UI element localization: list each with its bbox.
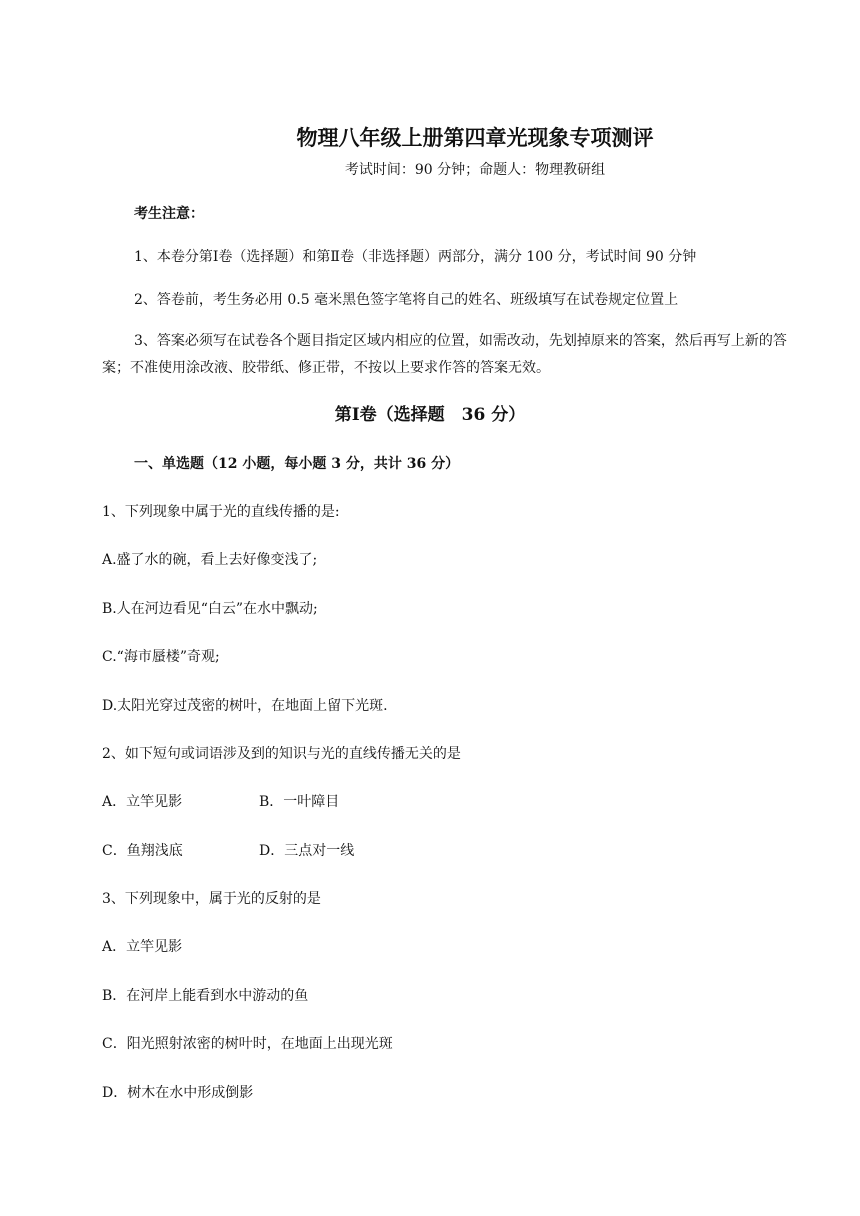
- question-3-option-d: D．树木在水中形成倒影: [102, 1085, 254, 1101]
- question-2-option-a: A．立竿见影: [102, 794, 183, 810]
- question-2-option-d: D．三点对一线: [259, 843, 355, 859]
- question-1-option-b: B.人在河边看见“白云”在水中飘动;: [102, 601, 318, 617]
- question-2-option-c: C．鱼翔浅底: [102, 843, 183, 859]
- page-title: 物理八年级上册第四章光现象专项测评: [296, 125, 654, 150]
- question-1-option-a: A.盛了水的碗，看上去好像变浅了;: [102, 552, 318, 568]
- notice-item-1: 1、本卷分第Ⅰ卷（选择题）和第Ⅱ卷（非选择题）两部分，满分 100 分，考试时间 90 分钟: [134, 249, 697, 265]
- question-3-option-b: B．在河岸上能看到水中游动的鱼: [102, 988, 309, 1004]
- notice-heading: 考生注意：: [134, 206, 204, 222]
- question-3-stem: 3、下列现象中，属于光的反射的是: [102, 891, 321, 907]
- exam-info: 考试时间：90 分钟；命题人：物理教研组: [344, 162, 606, 178]
- question-1-stem: 1、下列现象中属于光的直线传播的是:: [102, 504, 340, 520]
- question-2-option-b: B．一叶障目: [259, 794, 340, 810]
- question-1-option-d: D.太阳光穿过茂密的树叶，在地面上留下光斑.: [102, 698, 388, 714]
- notice-item-2: 2、答卷前，考生务必用 0.5 毫米黑色签字笔将自己的姓名、班级填写在试卷规定位置上: [134, 292, 679, 308]
- question-2-stem: 2、如下短句或词语涉及到的知识与光的直线传播无关的是: [102, 746, 461, 762]
- question-1-option-c: C.“海市蜃楼”奇观;: [102, 649, 220, 665]
- notice-item-3-text: 3、答案必须写在试卷各个题目指定区域内相应的位置，如需改动，先划掉原来的答案，然后再写上新的答案；不准使用涂改液、胶带纸、修正带，不按以上要求作答的答案无效。: [102, 333, 787, 376]
- question-3-option-a: A．立竿见影: [102, 939, 183, 955]
- notice-item-3: [102, 328, 802, 382]
- part-title: 一、单选题（12 小题，每小题 3 分，共计 36 分）: [134, 456, 460, 472]
- section-title: 第Ⅰ卷（选择题 36 分）: [334, 405, 526, 425]
- question-3-option-c: C．阳光照射浓密的树叶时，在地面上出现光斑: [102, 1036, 393, 1052]
